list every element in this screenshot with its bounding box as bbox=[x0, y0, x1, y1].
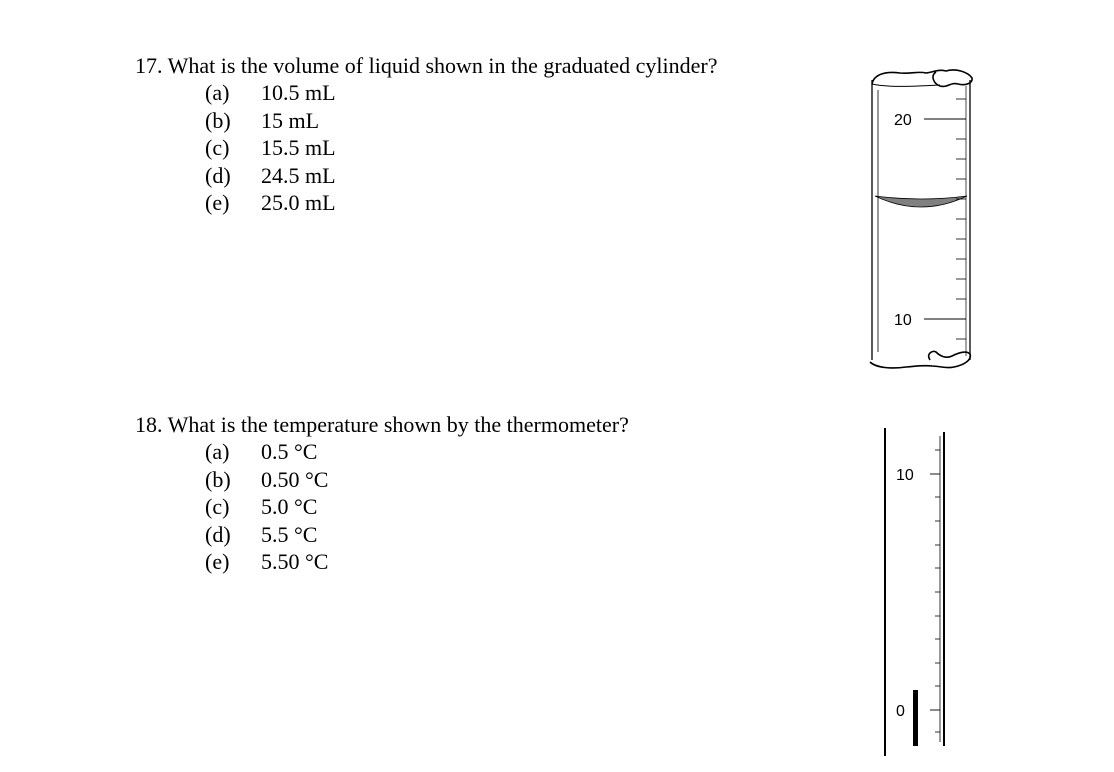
choice-text: 0.50 °C bbox=[261, 466, 329, 492]
cylinder-label-20: 20 bbox=[894, 112, 912, 129]
choice-letter: (b) bbox=[205, 466, 231, 492]
choice-17e[interactable] bbox=[205, 189, 717, 217]
cylinder-top-lip bbox=[872, 84, 940, 86]
thermometer-minor-ticks bbox=[935, 450, 940, 732]
mercury-column bbox=[913, 690, 918, 746]
choice-text: 15.5 mL bbox=[261, 135, 336, 160]
choice-letter: (d) bbox=[205, 521, 231, 547]
choice-letter: (a) bbox=[205, 439, 230, 464]
liquid-meniscus bbox=[875, 196, 967, 207]
cylinder-bottom-break bbox=[870, 351, 970, 367]
choice-letter: (b) bbox=[205, 107, 231, 133]
choice-18c[interactable] bbox=[205, 493, 629, 521]
choice-17a[interactable] bbox=[205, 79, 717, 107]
choice-17d[interactable] bbox=[205, 162, 717, 190]
choice-letter: (c) bbox=[205, 494, 230, 519]
choice-text: 5.0 °C bbox=[261, 494, 318, 519]
choice-letter: (e) bbox=[205, 190, 230, 215]
choice-text: 24.5 mL bbox=[261, 162, 336, 188]
choice-text: 5.5 °C bbox=[261, 521, 318, 547]
question-17-choices bbox=[135, 79, 717, 217]
choice-letter: (e) bbox=[205, 549, 230, 574]
cylinder-label-10: 10 bbox=[894, 312, 912, 329]
choice-18a[interactable] bbox=[205, 438, 629, 466]
thermometer-figure bbox=[870, 420, 970, 765]
graduated-cylinder-figure bbox=[860, 60, 980, 380]
choice-text: 5.50 °C bbox=[261, 549, 329, 574]
choice-17b[interactable] bbox=[205, 107, 717, 135]
choice-17c[interactable] bbox=[205, 134, 717, 162]
cylinder-minor-ticks bbox=[956, 99, 966, 339]
thermometer-label-10: 10 bbox=[896, 467, 914, 484]
choice-letter: (a) bbox=[205, 80, 230, 105]
choice-text: 0.5 °C bbox=[261, 439, 318, 464]
choice-18b[interactable] bbox=[205, 466, 629, 494]
choice-text: 10.5 mL bbox=[261, 80, 336, 105]
choice-text: 15 mL bbox=[261, 107, 320, 133]
thermometer-label-0: 0 bbox=[896, 703, 905, 720]
question-18 bbox=[135, 411, 629, 576]
cylinder-top-break bbox=[872, 70, 972, 86]
choice-text: 25.0 mL bbox=[261, 190, 336, 215]
choice-letter: (d) bbox=[205, 162, 231, 188]
question-17-stem: 17. What is the volume of liquid shown in the graduated cylinder? bbox=[135, 53, 718, 78]
question-17 bbox=[135, 52, 717, 217]
choice-18d[interactable] bbox=[205, 521, 629, 549]
choice-letter: (c) bbox=[205, 135, 230, 160]
choice-18e[interactable] bbox=[205, 548, 629, 576]
question-18-stem: 18. What is the temperature shown by the thermometer? bbox=[135, 412, 629, 437]
question-18-choices bbox=[135, 438, 629, 576]
